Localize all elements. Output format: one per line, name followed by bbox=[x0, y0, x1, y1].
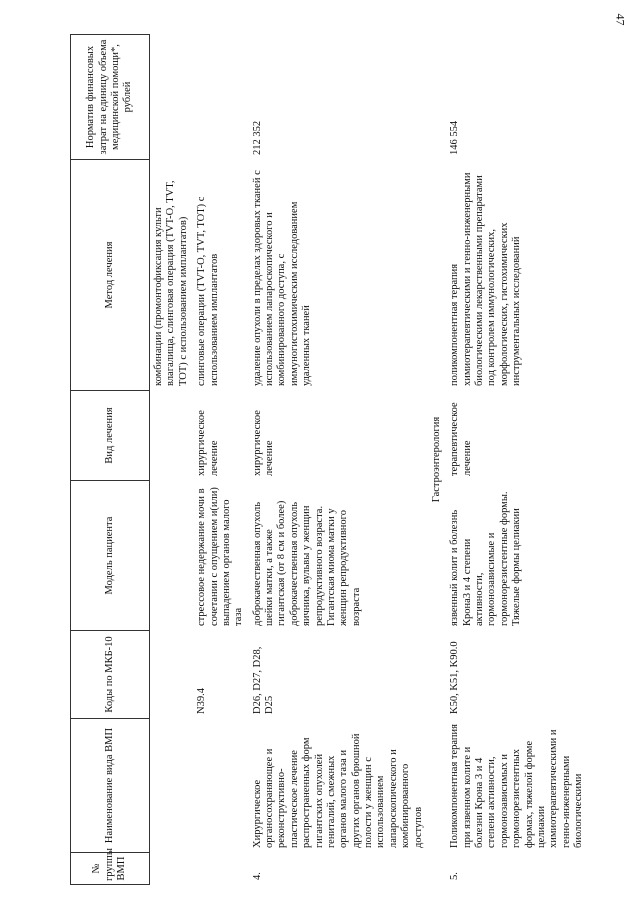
codes-cell: K50, K51, K90.0 bbox=[449, 641, 461, 714]
patient-model-cell: доброкачественная опухоль шейки матки, а также гигантская (от 8 см и более) доброкачественная опухоль яичника, вульвы у женщин репродуктивного возраста. Гигантская миома матки у женщин репродуктивного возраста bbox=[251, 500, 362, 626]
cost-cell: 212 352 bbox=[251, 120, 263, 155]
vmp-name-cell: Хирургическое органосохраняющее и реконструктивно-пластическое лечение распространенных форм гигантских опухолей гениталий, смежных органов малого таза и других органов брюшной полости у женщин с использованием лапароскопического и комбинированного доступов bbox=[251, 733, 424, 848]
treatment-type-cell: хирургическое лечение bbox=[251, 410, 275, 476]
page-number: 47 bbox=[613, 13, 628, 26]
header-treatment-method: Метод лечения bbox=[71, 160, 150, 391]
codes-cell: N39.4 bbox=[196, 688, 208, 714]
group-number-cell: 4. bbox=[251, 872, 263, 880]
patient-model-cell: язвенный колит и болезнь Крона3 и 4 степени активности, гормонозависимые и гормонорезистентные формы. Тяжелые формы целиакии bbox=[449, 491, 523, 626]
table-header-row bbox=[71, 35, 150, 885]
patient-model-cell: стрессовое недержание мочи в сочетании с опущением и(или) выпадением органов малого таза bbox=[196, 487, 245, 626]
method-cell: поликомпонентная терапия химиотерапевтическими и генно-инженерными биологическими лекарственными препаратами под контролем иммунологических, морфологических, гистохимических инструментальных исследований bbox=[449, 172, 523, 386]
group-number-cell: 5. bbox=[449, 872, 461, 880]
header-group-number: № группы ВМП bbox=[71, 853, 150, 885]
header-vmp-name: Наименование вида ВМП bbox=[71, 719, 150, 853]
cost-cell: 146 554 bbox=[449, 120, 461, 155]
treatment-type-cell: терапевтическое лечение bbox=[449, 402, 473, 476]
header-treatment-type: Вид лечения bbox=[71, 391, 150, 481]
vmp-name-cell: Поликомпонентная терапия при язвенном колите и болезни Крона 3 и 4 степени активности, гормонозависимых и гормонорезистентных формах, тяжелой форме целиакии химиотерапевтическими и генно-инженерными биологическими bbox=[449, 724, 584, 848]
codes-cell: D26, D27, D28, D25 bbox=[251, 646, 275, 714]
header-patient-model: Модель пациента bbox=[71, 481, 150, 631]
section-row bbox=[428, 35, 446, 885]
method-cell: удаление опухоли в пределах здоровых тканей с использованием лапароскопического и комбинированного доступа, с иммуногистохимическим исследованием удаленных тканей bbox=[251, 170, 313, 386]
treatment-type-cell: хирургическое лечение bbox=[196, 410, 220, 476]
section-title: Гастроэнтерология bbox=[430, 416, 442, 503]
table-row bbox=[446, 35, 588, 885]
vmp-table bbox=[70, 34, 588, 885]
header-cost-norm: Норматив финансовых затрат на единицу объема медицинской помощи*, рублей bbox=[71, 35, 150, 160]
table-row bbox=[249, 35, 428, 885]
table-row bbox=[150, 35, 194, 885]
method-cell: комбинации (промонтофиксация культи влагалища, слинговая операция (TVT-O, TVT, TOT) с использованием имплантатов) bbox=[153, 180, 189, 386]
table-row bbox=[193, 35, 249, 885]
method-cell: слинговые операции (TVT-O, TVT, TOT) с использованием имплантатов bbox=[196, 196, 220, 386]
header-icd-codes: Коды по МКБ-10 bbox=[71, 631, 150, 719]
